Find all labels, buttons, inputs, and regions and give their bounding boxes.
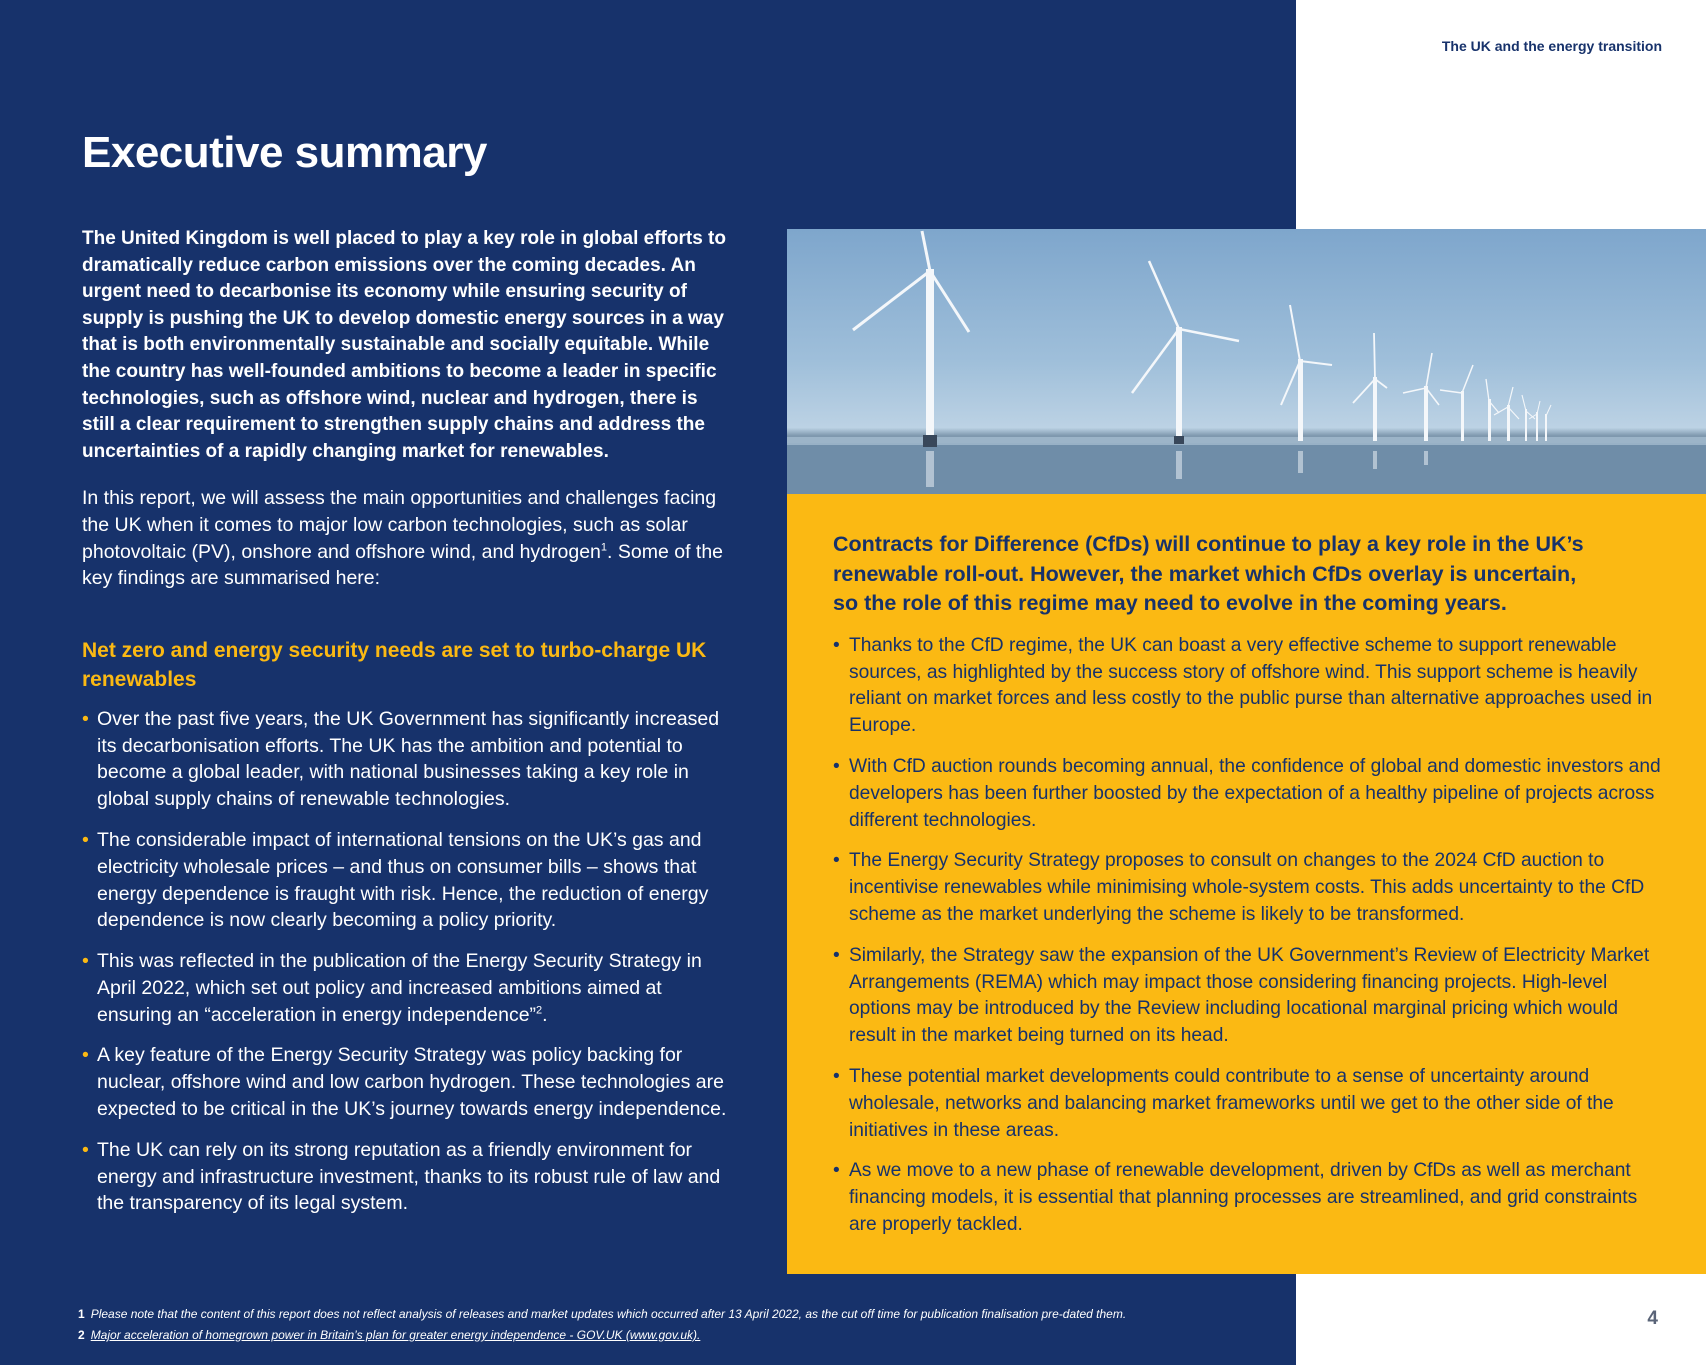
wind-turbines-photo: [787, 229, 1706, 494]
bullet-icon: •: [82, 828, 89, 851]
list-item: [833, 943, 1666, 1050]
footnote-number: 2: [78, 1328, 85, 1342]
turbine: [1353, 333, 1387, 441]
list-item: [833, 754, 1666, 834]
list-item-text: Similarly, the Strategy saw the expansion of the UK Government’s Review of Electricity Market Arrangements (REMA) which may impact those considering financing projects. High-level options may be introduced by the Review including locational marginal pricing which would result in the market being turned on its head.: [849, 944, 1650, 1047]
left-column: [82, 226, 732, 1231]
list-item-text: The UK can rely on its strong reputation as a friendly environment for energy and infrastructure investment, thanks to its robust rule of law and the transparency of its legal system.: [97, 1138, 721, 1215]
callout-bullet-list: [833, 633, 1666, 1239]
list-item-text: As we move to a new phase of renewable development, driven by CfDs as well as merchant financing models, it is essential that planning processes are streamlined, and grid constraints are properly tackled.: [849, 1160, 1638, 1235]
bullet-icon: •: [833, 1160, 840, 1182]
bullet-icon: •: [82, 1044, 89, 1067]
bullet-icon: •: [82, 950, 89, 973]
bullet-icon: •: [833, 1065, 840, 1087]
list-item: [82, 706, 732, 813]
turbine: [1281, 305, 1332, 441]
bullet-icon: •: [833, 944, 840, 966]
list-item: [82, 1137, 732, 1217]
bullet-icon: •: [833, 755, 840, 777]
list-item: [833, 1064, 1666, 1144]
list-item-text: A key feature of the Energy Security Strategy was policy backing for nuclear, offshore wind and low carbon hydrogen. These technologies are expected to be critical in the UK’s journey towards energy independence.: [97, 1044, 727, 1121]
page-number: 4: [1647, 1308, 1658, 1329]
list-item: [82, 1042, 732, 1122]
wind-turbines-illustration: [787, 229, 1706, 494]
cfd-callout-box: [787, 494, 1706, 1274]
intro-bold-paragraph: The United Kingdom is well placed to play a key role in global efforts to dramatically reduce carbon emissions over the coming decades. An urgent need to decarbonise its economy while ensuring security of supply is pushing the UK to develop domestic energy sources in a way that is both environmentally sustainable and socially equitable. While the country has well-founded ambitions to become a leader in specific technologies, such as offshore wind, nuclear and hydrogen, there is still a clear requirement to strengthen supply chains and address the uncertainties of a rapidly changing market for renewables.: [82, 228, 726, 462]
turbine: [1522, 395, 1535, 441]
list-item-text: The Energy Security Strategy proposes to consult on changes to the 2024 CfD auction to incentivise renewables while minimising whole-system costs. This adds uncertainty to the CfD scheme as the market underlying the scheme is likely to be transformed.: [849, 850, 1645, 925]
page-title: Executive summary: [82, 128, 487, 177]
footnote-2: [78, 1325, 1126, 1346]
section-heading: Net zero and energy security needs are set to turbo-charge UK renewables: [82, 638, 707, 691]
list-item-text: These potential market developments could contribute to a sense of uncertainty around wholesale, networks and balancing market frameworks until we get to the other side of the initiatives in these areas.: [849, 1065, 1614, 1141]
list-item: [82, 948, 732, 1028]
turbine: [1440, 365, 1473, 441]
turbine: [1486, 379, 1499, 441]
footnotes: [78, 1304, 1126, 1346]
list-item: [833, 633, 1666, 740]
turbine: [1403, 353, 1439, 441]
footnote-1: [78, 1304, 1126, 1325]
intro-text-start: In this report, we will assess the main opportunities and challenges facing the UK when it comes to major low carbon technologies, such as solar photovoltaic (PV), onshore and offshore wind, and hydrogen: [82, 487, 717, 563]
sea-surface: [787, 443, 1706, 494]
gov-uk-link[interactable]: Major acceleration of homegrown power in Britain’s plan for greater energy independence - GOV.UK (www.gov.uk).: [90, 1328, 701, 1342]
bullet-icon: •: [833, 634, 840, 656]
turbine: [1494, 387, 1519, 441]
left-bullet-list: [82, 706, 732, 1218]
list-item-text: Over the past five years, the UK Government has significantly increased its decarbonisation efforts. The UK has the ambition and potential to become a global leader, with national businesses taking a key role in global supply chains of renewable technologies.: [97, 707, 720, 811]
turbine: [1545, 405, 1551, 441]
bullet-icon: •: [82, 1138, 89, 1161]
list-item: [82, 827, 732, 934]
intro-paragraph: [82, 485, 732, 591]
list-item: [833, 848, 1666, 928]
list-item-text: Thanks to the CfD regime, the UK can boast a very effective scheme to support renewable sources, as highlighted by the success story of offshore wind. This support scheme is heavily reliant on market forces and less costly to the public purse than alternative approaches used in Europe.: [849, 634, 1653, 737]
callout-heading: Contracts for Difference (CfDs) will continue to play a key role in the UK’s renewable roll-out. However, the market which CfDs overlay is uncertain, so the role of this regime may need to evolve in the coming years.: [833, 532, 1584, 616]
list-item: [833, 1158, 1666, 1238]
bullet-icon: •: [82, 707, 89, 730]
turbine: [1529, 401, 1540, 441]
list-item-text: The considerable impact of international tensions on the UK’s gas and electricity wholesale prices – and thus on consumer bills – shows that energy dependence is fraught with risk. Hence, the reduction of energy dependence is now clearly becoming a policy priority.: [97, 828, 709, 932]
footnote-ref-2[interactable]: 2: [536, 1004, 543, 1017]
footnote-ref-1[interactable]: 1: [600, 541, 608, 554]
footnote-text: Please note that the content of this report does not reflect analysis of releases and market updates which occurred after 13 April 2022, as the cut off time for publication finalisation pre-dated them.: [90, 1307, 1127, 1321]
turbine-group: [853, 231, 1551, 447]
list-item-text: With CfD auction rounds becoming annual, the confidence of global and domestic investors and developers has been further boosted by the expectation of a healthy pipeline of projects across different technologies.: [849, 755, 1661, 831]
turbine: [853, 231, 969, 447]
list-item-text-end: .: [542, 1003, 548, 1026]
turbine: [1132, 261, 1239, 444]
list-item-text: This was reflected in the publication of the Energy Security Strategy in April 2022, which set out policy and increased ambitions aimed at ensuring an “acceleration in energy independence”: [97, 950, 702, 1026]
section-title: The UK and the energy transition: [1441, 38, 1662, 54]
footnote-number: 1: [78, 1307, 85, 1321]
intro-text-end: . Some of the key findings are summarised here:: [82, 540, 724, 590]
bullet-icon: •: [833, 850, 840, 872]
